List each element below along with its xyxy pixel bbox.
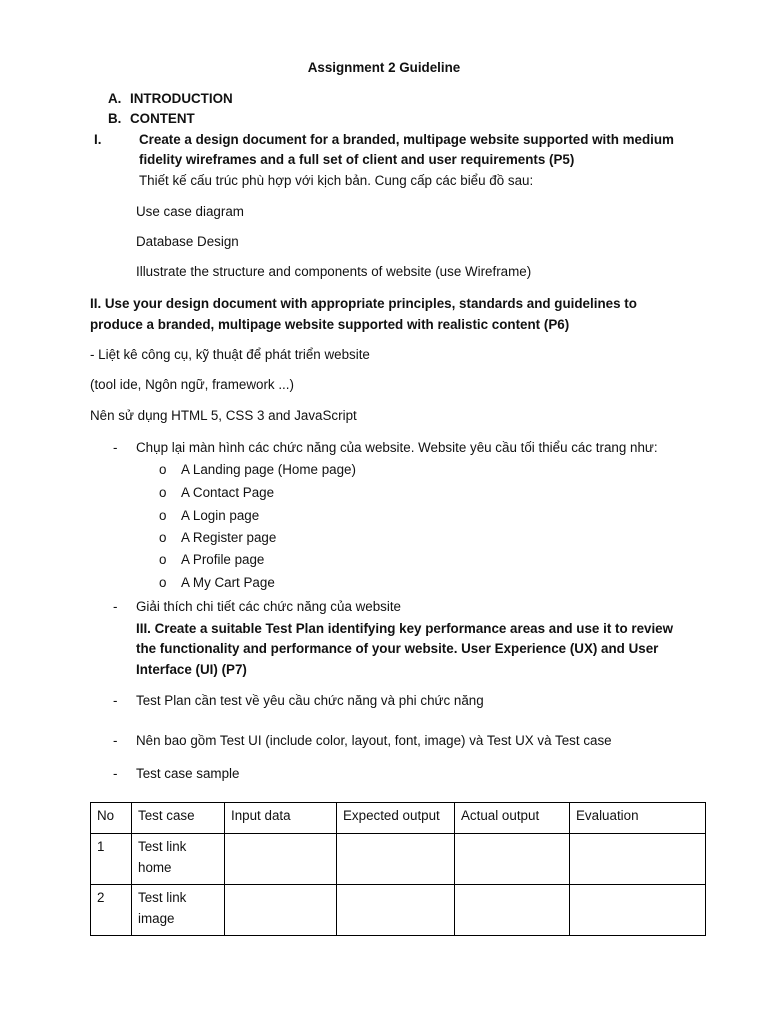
table-cell-no: 1	[91, 834, 132, 885]
table-row	[91, 834, 706, 885]
table-cell-empty	[455, 834, 570, 885]
part3-heading-line1: III. Create a suitable Test Plan identifying key performance areas and use it to review	[136, 621, 674, 636]
page-item: A Landing page (Home page)	[181, 462, 356, 477]
table-cell-empty	[337, 834, 455, 885]
table-cell-empty	[337, 885, 455, 936]
bullet-dash: -	[113, 599, 118, 614]
part1-item: Use case diagram	[136, 204, 244, 219]
table-cell-no: 2	[91, 885, 132, 936]
part3-bullet: Test Plan cần test về yêu cầu chức năng và phi chức năng	[136, 693, 484, 708]
part2-explain-text: Giải thích chi tiết các chức năng của website	[136, 599, 402, 614]
table-header-cell: Test case	[132, 803, 225, 834]
part2-tools-detail: (tool ide, Ngôn ngữ, framework ...)	[90, 377, 294, 392]
section-a-label: INTRODUCTION	[130, 91, 233, 106]
part1-marker: I.	[94, 132, 102, 147]
part3-heading-line3: Interface (UI) (P7)	[136, 662, 247, 677]
table-cell-empty	[225, 885, 337, 936]
table-cell-empty	[225, 834, 337, 885]
part2-tools-line: - Liệt kê công cụ, kỹ thuật để phát triển website	[90, 347, 370, 362]
sub-bullet: o	[159, 552, 167, 567]
test-case-table	[90, 802, 706, 936]
document-title: Assignment 2 Guideline	[307, 60, 461, 75]
table-cell-empty	[570, 885, 706, 936]
table-header-row	[91, 803, 706, 834]
page-item: A Register page	[181, 530, 277, 545]
sub-bullet: o	[159, 485, 167, 500]
part1-item: Database Design	[136, 234, 239, 249]
part2-heading-line1: II. Use your design document with appropriate principles, standards and guidelines to	[90, 296, 637, 311]
bullet-dash: -	[113, 693, 118, 708]
sub-bullet: o	[159, 508, 167, 523]
table-header-cell: Evaluation	[570, 803, 706, 834]
table-cell-test-case: Test link image	[132, 885, 225, 936]
part2-capture-text: Chụp lại màn hình các chức năng của website. Website yêu cầu tối thiểu các trang như:	[136, 440, 658, 455]
page-item: A Profile page	[181, 552, 265, 567]
bullet-dash: -	[113, 733, 118, 748]
bullet-dash: -	[113, 440, 118, 455]
part1-heading-line2: fidelity wireframes and a full set of client and user requirements (P5)	[139, 152, 575, 167]
part2-heading-line2: produce a branded, multipage website supported with realistic content (P6)	[90, 317, 570, 332]
page-item: A Login page	[181, 508, 260, 523]
table-cell-test-case: Test link home	[132, 834, 225, 885]
table-header-cell: Input data	[225, 803, 337, 834]
section-b-label: CONTENT	[130, 111, 195, 126]
part1-heading-line1: Create a design document for a branded, multipage website supported with medium	[139, 132, 674, 147]
part1-note: Thiết kế cấu trúc phù hợp với kịch bản. Cung cấp các biểu đồ sau:	[139, 173, 534, 188]
table-row	[91, 885, 706, 936]
part3-bullet: Nên bao gồm Test UI (include color, layout, font, image) và Test UX và Test case	[136, 733, 612, 748]
table-header-cell: No	[91, 803, 132, 834]
part3-bullet: Test case sample	[136, 766, 240, 781]
part2-tech-line: Nên sử dụng HTML 5, CSS 3 and JavaScript	[90, 408, 357, 423]
table-header-cell: Actual output	[455, 803, 570, 834]
sub-bullet: o	[159, 530, 167, 545]
page-item: A Contact Page	[181, 485, 275, 500]
page-item: A My Cart Page	[181, 575, 275, 590]
sub-bullet: o	[159, 575, 167, 590]
section-b-marker: B.	[108, 111, 122, 126]
bullet-dash: -	[113, 766, 118, 781]
part3-heading-line2: the functionality and performance of your website. User Experience (UX) and User	[136, 641, 659, 656]
section-a-marker: A.	[108, 91, 122, 106]
table-cell-empty	[455, 885, 570, 936]
table-cell-empty	[570, 834, 706, 885]
sub-bullet: o	[159, 462, 167, 477]
table-header-cell: Expected output	[337, 803, 455, 834]
part1-item: Illustrate the structure and components of website (use Wireframe)	[136, 264, 532, 279]
